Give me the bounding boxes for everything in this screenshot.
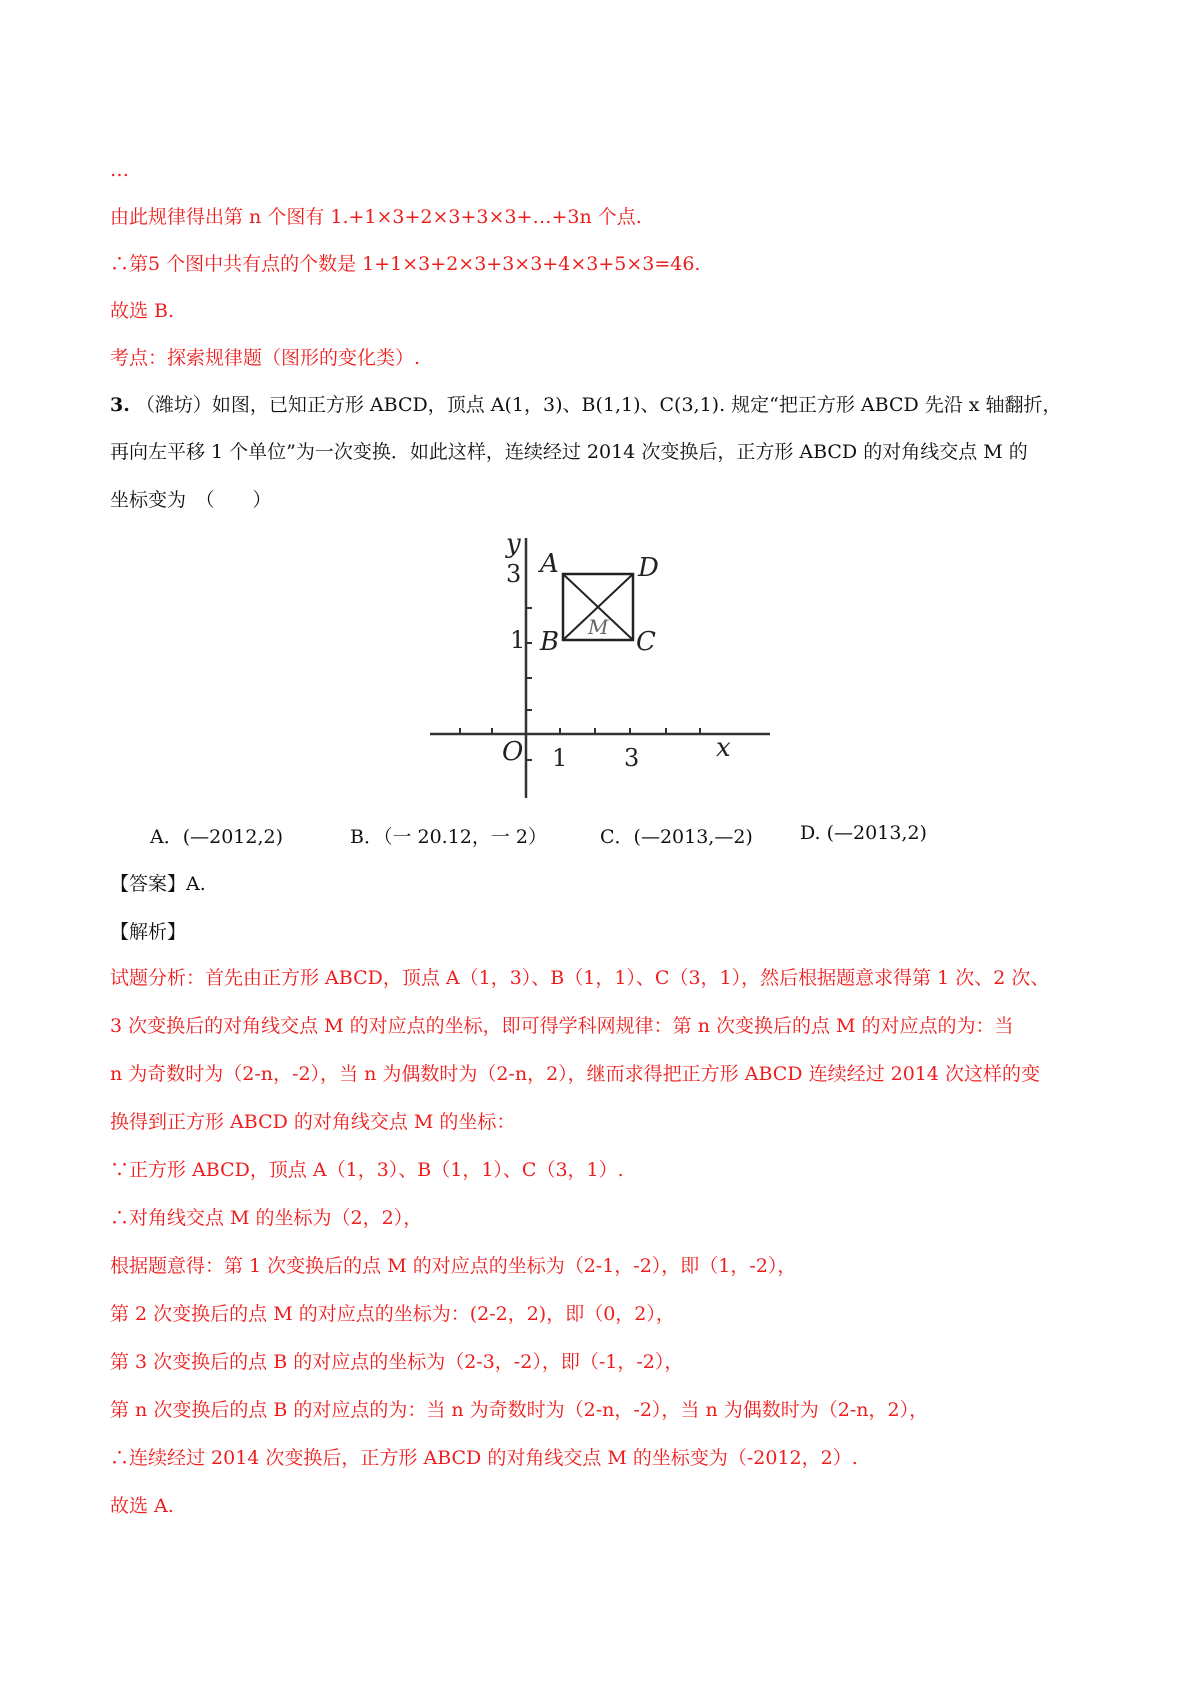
point-d-label: D <box>638 553 659 583</box>
choice-b: B．（一 20.12，一 2） <box>350 826 548 848</box>
axis-y-label: y <box>506 529 521 559</box>
analysis-line-6: ∴对角线交点 M 的坐标为（2，2）， <box>110 1207 423 1229</box>
analysis-line-5: ∵正方形 ABCD，顶点 A（1，3）、B（1，1）、C（3，1）. <box>110 1159 624 1181</box>
origin-label: O <box>502 737 524 767</box>
analysis-line-4: 换得到正方形 ABCD 的对角线交点 M 的坐标： <box>110 1111 516 1133</box>
question-line-1 <box>110 393 1062 417</box>
choice-d: D. (—2013,2) <box>800 822 927 844</box>
answer-label: 【答案】A. <box>110 873 206 895</box>
analysis-line-8: 第 2 次变换后的点 M 的对应点的坐标为：(2-2，2)，即（0，2）， <box>110 1303 675 1325</box>
tick-y3-label: 3 <box>506 560 522 588</box>
analysis-line-12: 故选 A. <box>110 1495 174 1517</box>
question-number: 3. <box>110 394 130 416</box>
question-line-3: 坐标变为 （ ） <box>110 489 272 511</box>
analysis-label: 【解析】 <box>110 921 187 943</box>
tick-y1-label: 1 <box>510 626 526 654</box>
axis-x-label: x <box>716 733 731 763</box>
choice-a: A．(—2012,2) <box>150 826 284 848</box>
ellipsis-text: … <box>110 159 129 181</box>
point-m-label: M <box>588 615 609 639</box>
result-text: ∴第5 个图中共有点的个数是 1+1×3+2×3+3×3+4×3+5×3=46. <box>110 253 701 275</box>
tick-x1-label: 1 <box>552 744 568 772</box>
analysis-line-10: 第 n 次变换后的点 B 的对应点的为：当 n 为奇数时为（2-n，-2），当 n 为偶数时为（2-n，2）， <box>110 1399 929 1421</box>
pattern-text: 由此规律得出第 n 个图有 1.+1×3+2×3+3×3+…+3n 个点. <box>110 206 642 228</box>
question-line-2: 再向左平移 1 个单位”为一次变换．如此这样，连续经过 2014 次变换后，正方形 ABCD 的对角线交点 M 的 <box>110 441 1028 463</box>
coordinate-figure <box>430 528 790 810</box>
tick-x3-label: 3 <box>624 744 640 772</box>
choice-text: 故选 B. <box>110 300 175 322</box>
question-text-1: （潍坊）如图，已知正方形 ABCD，顶点 A(1，3)、B(1,1)、C(3,1). 规定“把正方形 ABCD 先沿 x 轴翻折， <box>135 394 1062 416</box>
analysis-line-9: 第 3 次变换后的点 B 的对应点的坐标为（2-3，-2），即（-1，-2）， <box>110 1351 684 1373</box>
choice-c: C．(—2013,—2) <box>600 826 753 848</box>
analysis-line-7: 根据题意得：第 1 次变换后的点 M 的对应点的坐标为（2-1，-2），即（1，-2）， <box>110 1255 797 1277</box>
point-a-label: A <box>540 549 559 579</box>
analysis-line-2: 3 次变换后的对角线交点 M 的对应点的坐标，即可得学科网规律：第 n 次变换后的点 M 的对应点的为：当 <box>110 1015 1014 1037</box>
analysis-line-1: 试题分析：首先由正方形 ABCD，顶点 A（1，3）、B（1，1）、C（3，1），然后根据题意求得第 1 次、2 次、 <box>110 967 1050 989</box>
point-c-label: C <box>636 627 656 657</box>
analysis-line-3: n 为奇数时为（2-n，-2），当 n 为偶数时为（2-n，2），继而求得把正方形 ABCD 连续经过 2014 次这样的变 <box>110 1063 1041 1085</box>
analysis-line-11: ∴连续经过 2014 次变换后，正方形 ABCD 的对角线交点 M 的坐标变为（-2012，2）. <box>110 1447 858 1469</box>
point-b-label: B <box>540 627 560 657</box>
topic-text: 考点：探索规律题（图形的变化类）. <box>110 347 421 369</box>
